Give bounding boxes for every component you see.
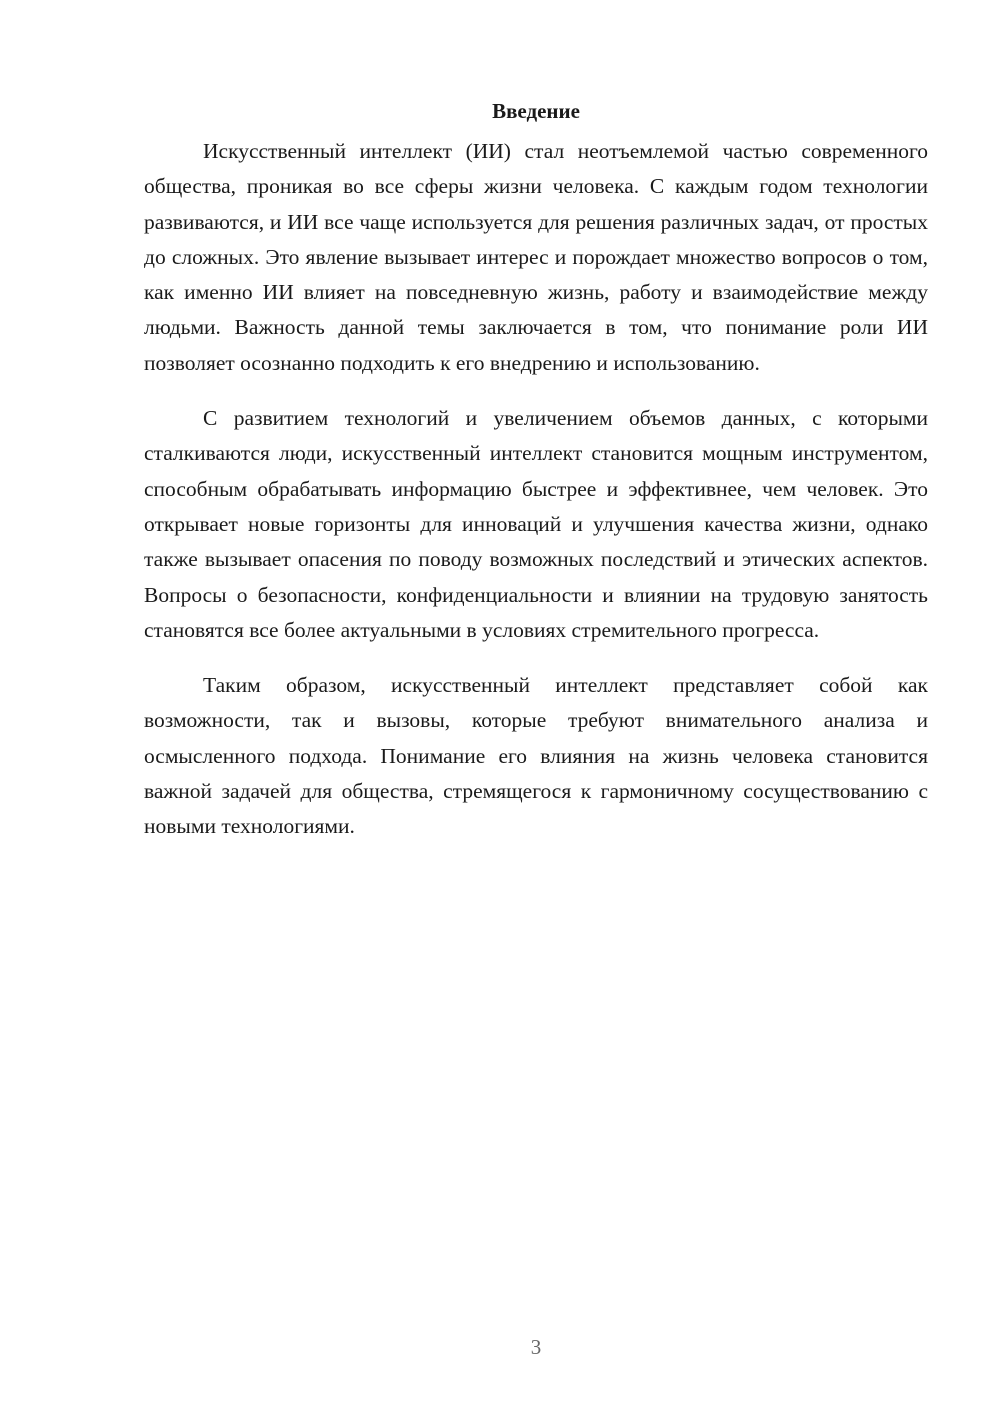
page-content [144, 94, 928, 845]
section-title: Введение [492, 99, 580, 123]
page-number: 3 [530, 1335, 542, 1359]
paragraph-3: Таким образом, искусственный интеллект представляет собой как возможности, так и вызовы, которые требуют внимательного анализа и осмысленного подхода. Понимание его влияния на жизнь человека становится важной задачей для общества, стремящегося к гармоничному сосуществованию с новыми технологиями. [144, 673, 928, 839]
paragraph-2: С развитием технологий и увеличением объемов данных, с которыми сталкиваются люди, искусственный интеллект становится мощным инструментом, способным обрабатывать информацию быстрее и эффективнее, чем человек. Это открывает новые горизонты для инноваций и улучшения качества жизни, однако также вызывает опасения по поводу возможных последствий и этических аспектов. Вопросы о безопасности, конфиденциальности и влиянии на трудовую занятость становятся все более актуальными в условиях стремительного прогресса. [144, 406, 928, 642]
paragraph-1: Искусственный интеллект (ИИ) стал неотъемлемой частью современного общества, проникая во все сферы жизни человека. С каждым годом технологии развиваются, и ИИ все чаще используется для решения различных задач, от простых до сложных. Это явление вызывает интерес и порождает множество вопросов о том, как именно ИИ влияет на повседневную жизнь, работу и взаимодействие между людьми. Важность данной темы заключается в том, что понимание роли ИИ позволяет осознанно подходить к его внедрению и использованию. [144, 139, 928, 375]
